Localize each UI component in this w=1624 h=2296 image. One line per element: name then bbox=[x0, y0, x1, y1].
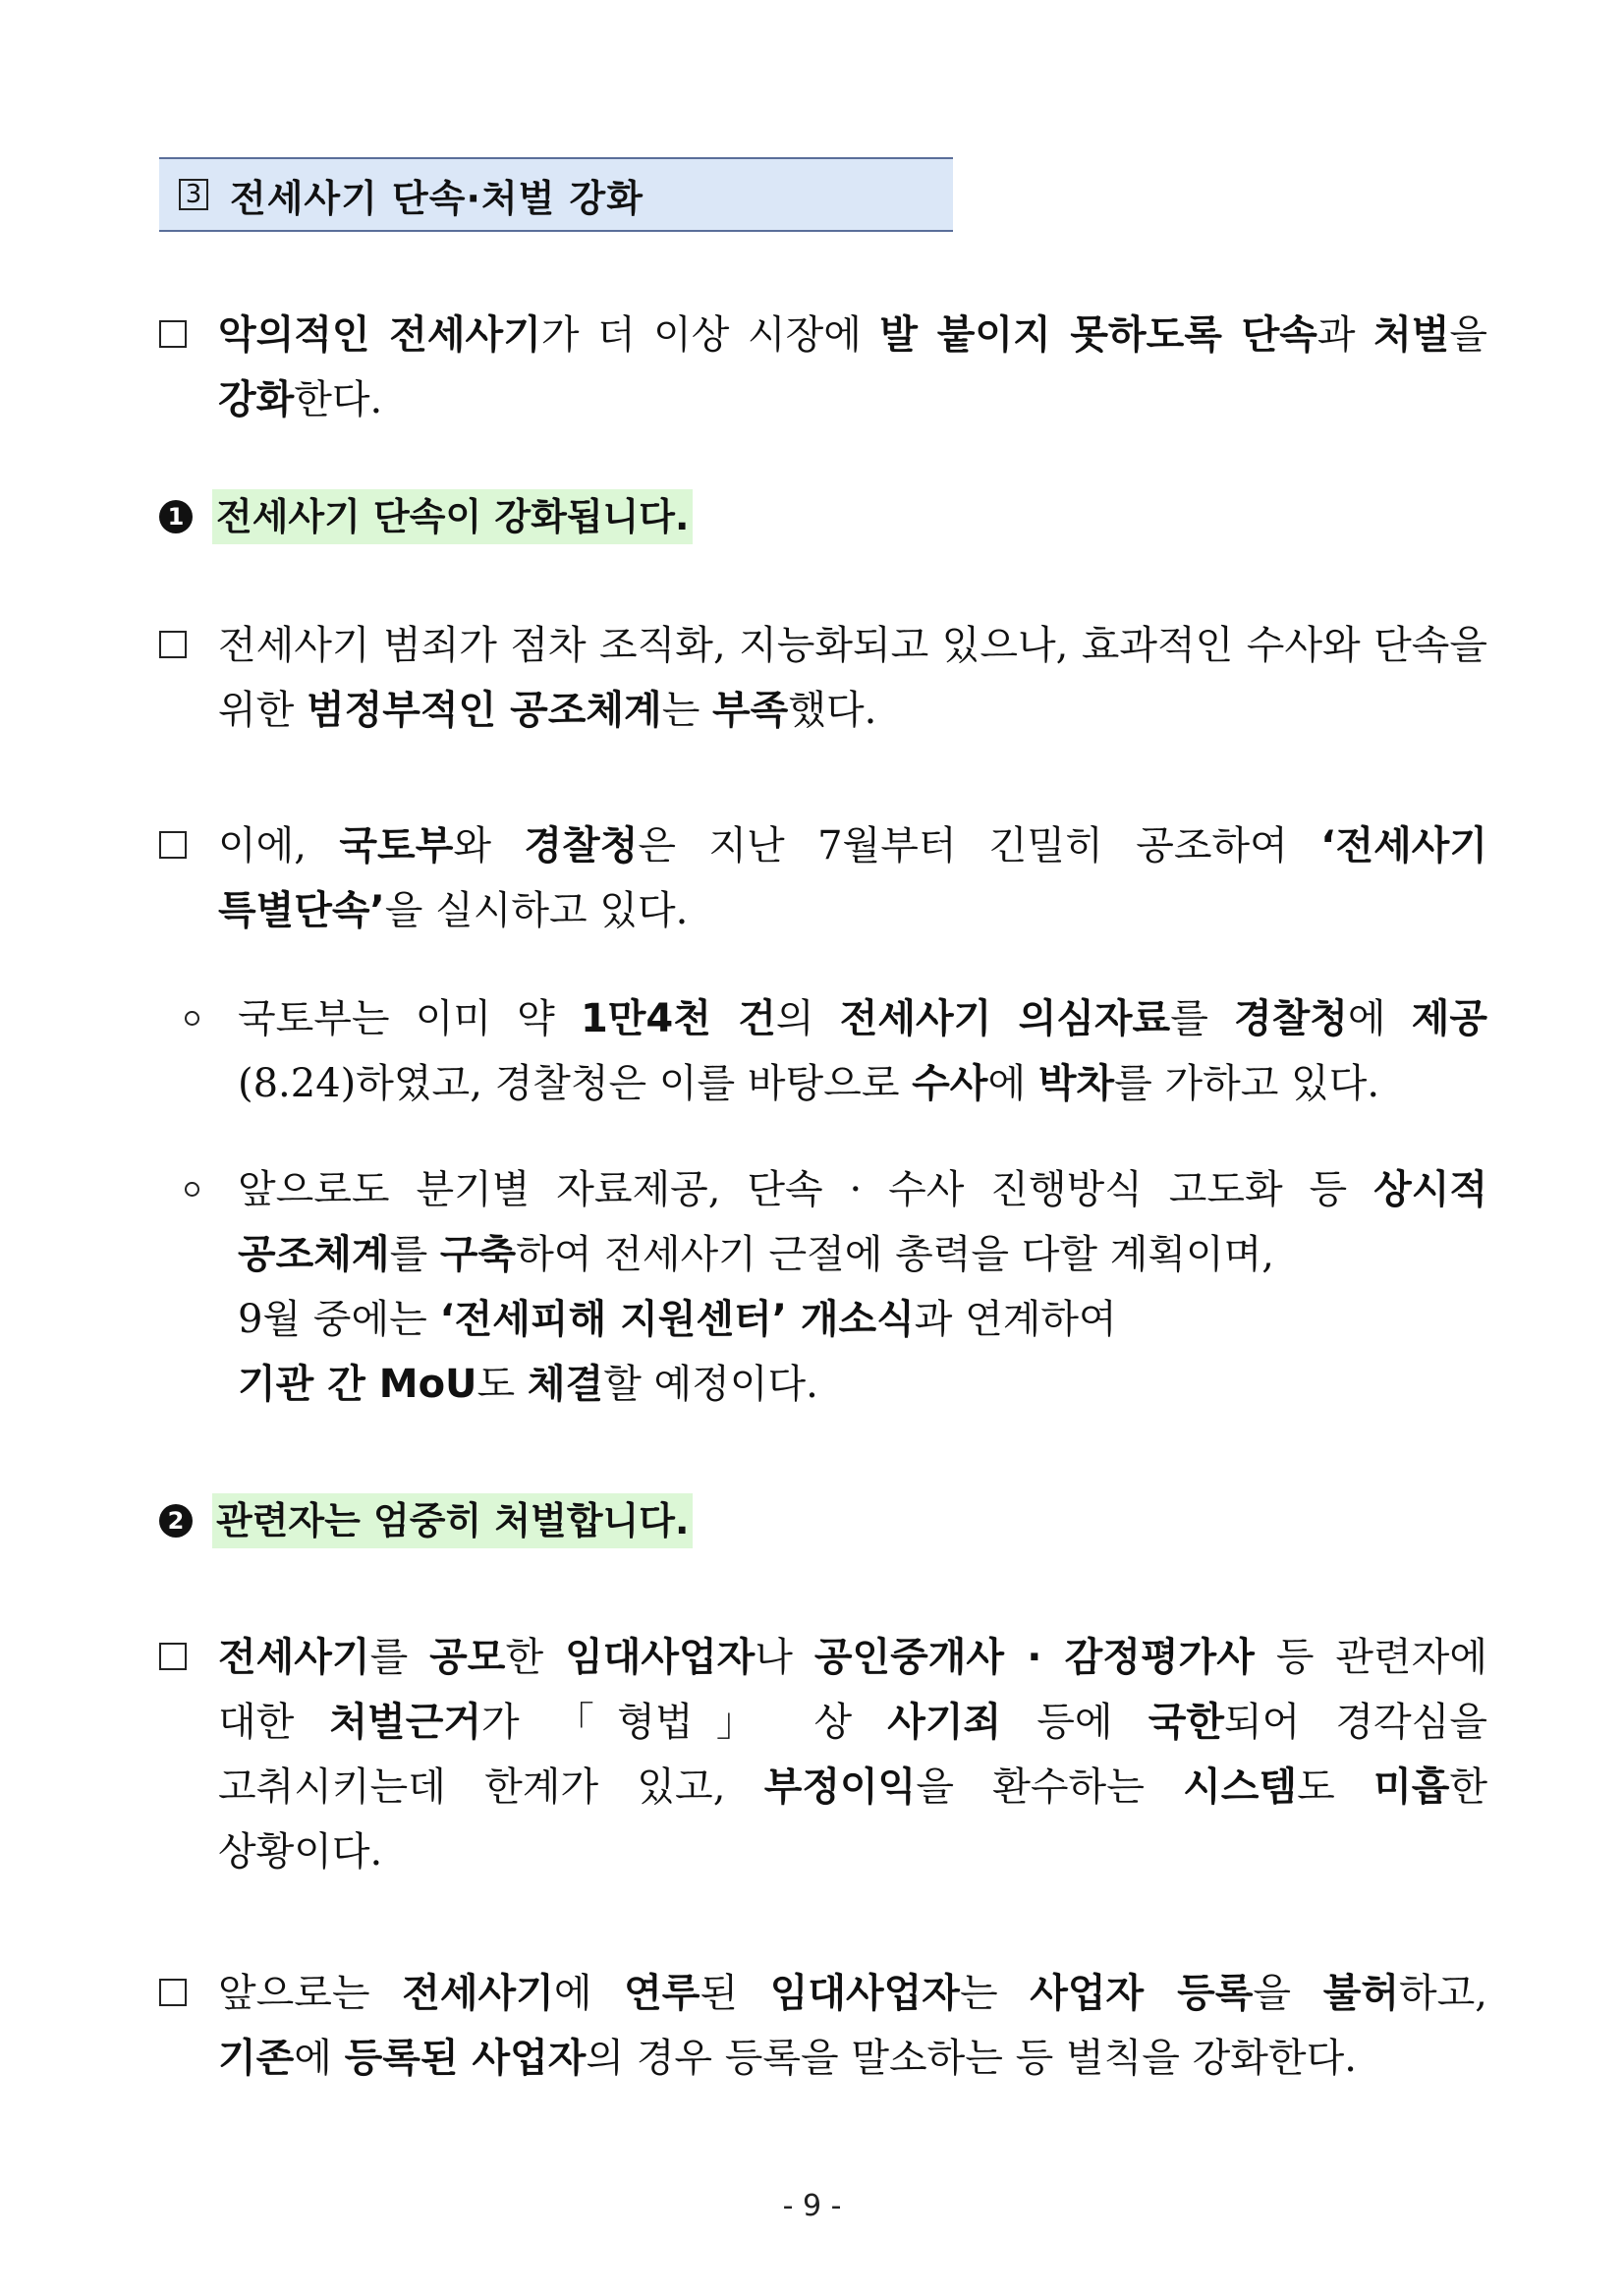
section-number: 3 bbox=[179, 179, 208, 210]
page-number: - 9 - bbox=[782, 2189, 842, 2223]
heading-text: 전세사기 단속이 강화됩니다. bbox=[212, 489, 693, 544]
square-bullet-icon bbox=[159, 1643, 187, 1670]
square-bullet-icon bbox=[159, 1979, 187, 2006]
paragraph-punishment-basis: 전세사기를 공모한 임대사업자나 공인중개사 · 감정평가사 등 관련자에 대한 처벌근거가 「형법」 상 사기죄 등에 국한되어 경각심을 고취시키는데 한계가 있고, 부정이익을 환수하는 시스템도 미흡한 상황이다. bbox=[159, 1625, 1487, 1884]
section-title: 전세사기 단속·처벌 강화 bbox=[230, 176, 644, 220]
circle-bullet-icon bbox=[185, 1011, 199, 1026]
paragraph-special-crackdown: 이에, 국토부와 경찰청은 지난 7월부터 긴밀히 공조하여 ‘전세사기 특별단속’을 실시하고 있다. bbox=[159, 813, 1487, 943]
intro-paragraph: 악의적인 전세사기가 더 이상 시장에 발 붙이지 못하도록 단속과 처벌을 강화한다. bbox=[159, 303, 1487, 432]
paragraph-registration-ban: 앞으로는 전세사기에 연루된 임대사업자는 사업자 등록을 불허하고, 기존에 등록된 사업자의 경우 등록을 말소하는 등 벌칙을 강화한다. bbox=[159, 1961, 1487, 2091]
circle-bullet-icon bbox=[185, 1182, 199, 1197]
heading-crackdown bbox=[159, 489, 693, 544]
square-bullet-icon bbox=[159, 631, 187, 658]
square-bullet-icon bbox=[159, 320, 187, 348]
sub-item-data-provision: 국토부는 이미 약 1만4천 건의 전세사기 의심자료를 경찰청에 제공(8.24)하였고, 경찰청은 이를 바탕으로 수사에 박차를 가하고 있다. bbox=[183, 986, 1487, 1116]
number-one-icon: 1 bbox=[159, 500, 193, 533]
heading-text: 관련자는 엄중히 처벌합니다. bbox=[212, 1493, 693, 1548]
paragraph-cooperation-gap: 전세사기 범죄가 점차 조직화, 지능화되고 있으나, 효과적인 수사와 단속을 위한 범정부적인 공조체계는 부족했다. bbox=[159, 613, 1487, 743]
sub-item-cooperation-system: 앞으로도 분기별 자료제공, 단속 · 수사 진행방식 고도화 등 상시적 공조체계를 구축하여 전세사기 근절에 총력을 다할 계획이며, 9월 중에는 ‘전세피해 지원센터’ 개소식과 연계하여 기관 간 MoU도 체결할 예정이다. bbox=[183, 1157, 1487, 1417]
number-two-icon: 2 bbox=[159, 1504, 193, 1538]
section-header bbox=[159, 157, 953, 232]
square-bullet-icon bbox=[159, 831, 187, 859]
heading-punishment bbox=[159, 1493, 693, 1548]
